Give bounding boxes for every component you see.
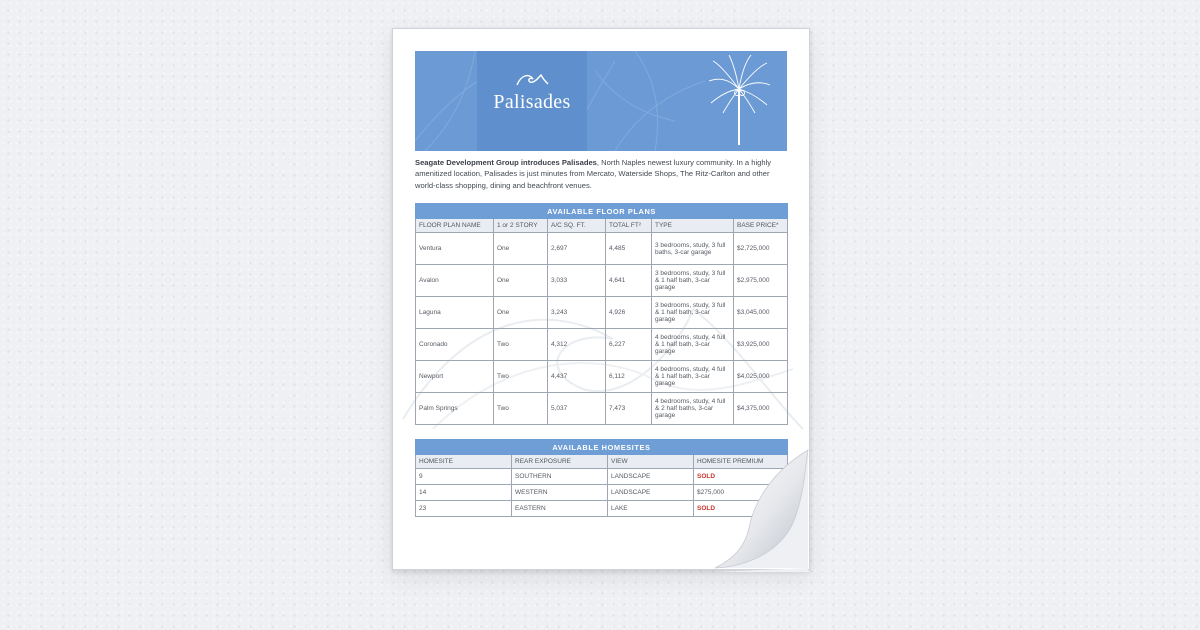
logo-wordmark: Palisades <box>493 91 571 113</box>
column-header: HOMESITE PREMIUM <box>694 455 788 469</box>
homesite-premium: SOLD <box>694 469 788 485</box>
plan-price: $2,975,000 <box>734 265 788 297</box>
table-row <box>416 361 788 393</box>
homesite-view: LANDSCAPE <box>608 469 694 485</box>
floor-plans-caption: AVAILABLE FLOOR PLANS <box>416 204 788 219</box>
plan-ac-sqft: 3,243 <box>548 297 606 329</box>
plan-total-sqft: 4,926 <box>606 297 652 329</box>
plan-total-sqft: 6,112 <box>606 361 652 393</box>
plan-type: 3 bedrooms, study, 3 full & 1 half bath, 3-car garage <box>652 265 734 297</box>
plan-type: 3 bedrooms, study, 3 full baths, 3-car garage <box>652 233 734 265</box>
homesites-caption: AVAILABLE HOMESITES <box>416 440 788 455</box>
plan-price: $2,725,000 <box>734 233 788 265</box>
logo-panel <box>477 51 587 151</box>
column-header: FLOOR PLAN NAME <box>416 219 494 233</box>
plan-type: 4 bedrooms, study, 4 full & 2 half baths, 3-car garage <box>652 393 734 425</box>
plan-price: $4,025,000 <box>734 361 788 393</box>
homesite-view: LAKE <box>608 501 694 517</box>
plan-type: 3 bedrooms, study, 3 full & 1 half bath, 3-car garage <box>652 297 734 329</box>
wave-logo-icon <box>515 73 549 87</box>
intro-paragraph <box>415 157 787 191</box>
homesite-premium: $275,000 <box>694 485 788 501</box>
palm-tree-icon <box>707 55 771 147</box>
plan-name: Newport <box>416 361 494 393</box>
table-row <box>416 233 788 265</box>
plan-total-sqft: 4,485 <box>606 233 652 265</box>
column-header: TYPE <box>652 219 734 233</box>
rear-exposure: EASTERN <box>512 501 608 517</box>
rear-exposure: SOUTHERN <box>512 469 608 485</box>
plan-name: Coronado <box>416 329 494 361</box>
plan-story: Two <box>494 329 548 361</box>
plan-name: Ventura <box>416 233 494 265</box>
plan-ac-sqft: 3,033 <box>548 265 606 297</box>
intro-text: , North Naples newest luxury community. In a highly amenitized location, Palisades is just minutes from Mercato, Waterside Shops, The Ritz-Carlton and other world-class shopping, dining and beachfront venues. <box>415 158 772 190</box>
plan-total-sqft: 6,227 <box>606 329 652 361</box>
plan-ac-sqft: 4,312 <box>548 329 606 361</box>
plan-price: $3,925,000 <box>734 329 788 361</box>
page-curl-graphic <box>715 448 811 572</box>
homesite-number: 14 <box>416 485 512 501</box>
plan-price: $3,045,000 <box>734 297 788 329</box>
plan-story: Two <box>494 361 548 393</box>
column-header: A/C SQ. FT. <box>548 219 606 233</box>
plan-name: Palm Springs <box>416 393 494 425</box>
table-row <box>416 393 788 425</box>
homesite-number: 23 <box>416 501 512 517</box>
homesite-view: LANDSCAPE <box>608 485 694 501</box>
floor-plans-header-row <box>416 219 788 233</box>
floor-plans-table <box>415 203 788 425</box>
plan-ac-sqft: 5,037 <box>548 393 606 425</box>
intro-brand-bold: Palisades <box>561 158 597 167</box>
plan-name: Laguna <box>416 297 494 329</box>
table-row <box>416 329 788 361</box>
column-header: TOTAL FT² <box>606 219 652 233</box>
plan-total-sqft: 4,641 <box>606 265 652 297</box>
table-row <box>416 297 788 329</box>
column-header: VIEW <box>608 455 694 469</box>
plan-ac-sqft: 2,697 <box>548 233 606 265</box>
plan-price: $4,375,000 <box>734 393 788 425</box>
homesite-premium: SOLD <box>694 501 788 517</box>
table-row <box>416 265 788 297</box>
column-header: BASE PRICE* <box>734 219 788 233</box>
plan-name: Avalon <box>416 265 494 297</box>
plan-story: One <box>494 233 548 265</box>
plan-story: One <box>494 265 548 297</box>
plan-total-sqft: 7,473 <box>606 393 652 425</box>
column-header: 1 or 2 STORY <box>494 219 548 233</box>
plan-ac-sqft: 4,437 <box>548 361 606 393</box>
plan-story: One <box>494 297 548 329</box>
rear-exposure: WESTERN <box>512 485 608 501</box>
plan-story: Two <box>494 393 548 425</box>
intro-lead-bold: Seagate Development Group introduces <box>415 158 560 167</box>
column-header: HOMESITE <box>416 455 512 469</box>
homesite-number: 9 <box>416 469 512 485</box>
column-header: REAR EXPOSURE <box>512 455 608 469</box>
plan-type: 4 bedrooms, study, 4 full & 1 half bath, 3-car garage <box>652 329 734 361</box>
plan-type: 4 bedrooms, study, 4 full & 1 half bath, 3-car garage <box>652 361 734 393</box>
header-banner <box>415 51 787 151</box>
